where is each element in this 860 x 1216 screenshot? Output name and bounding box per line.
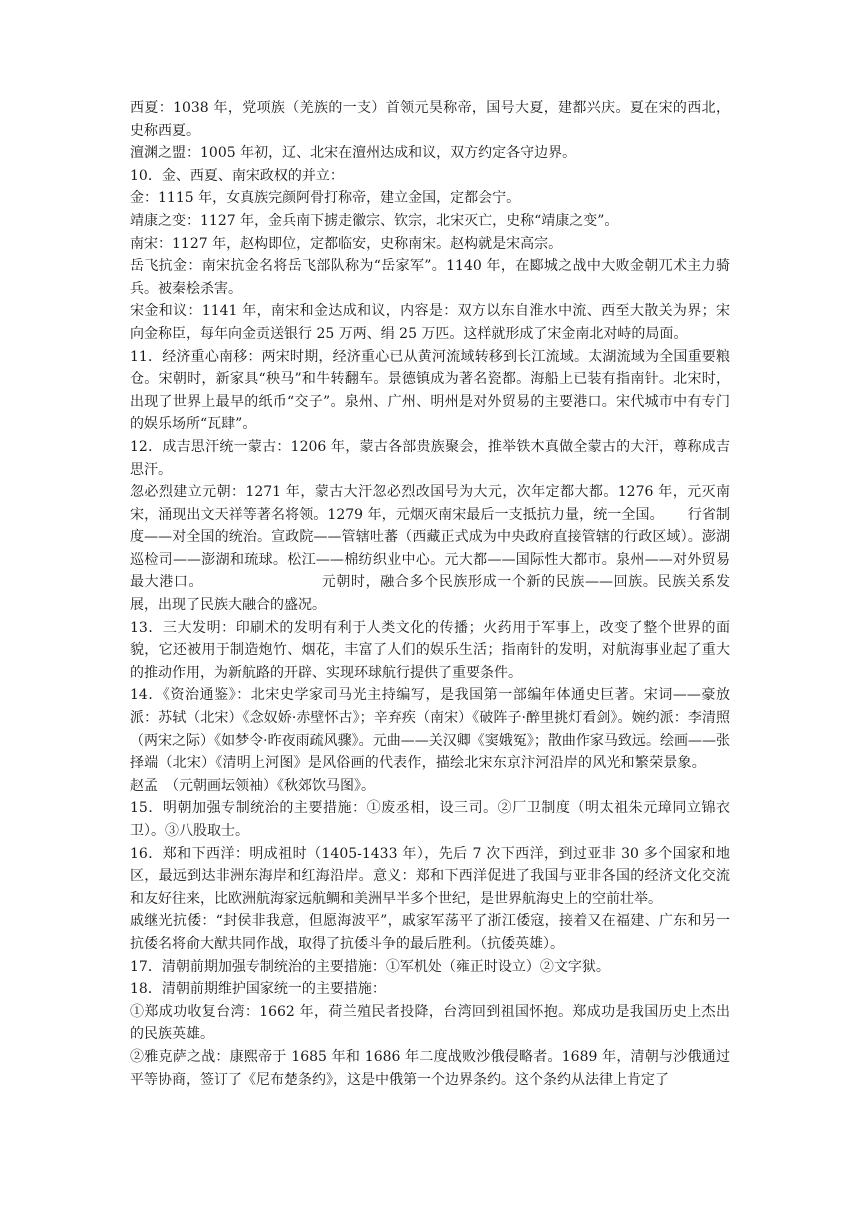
culture-text-a: 14．《资治通鉴》：北宋史学家司马光主持编写，是我国第一部编年体通史巨著。宋词——豪放派：苏轼（北宋）《念奴娇·赤壁怀古》；辛弃疾（南宋）《破阵子·醉里挑灯看剑》。婉约派：李清照（两宋之际）《如梦令·昨夜雨疏风骤》。元曲——关汉卿《窦娥冤》；散曲作家马致远。绘画——张择端（北宋）《清明上河图》是风俗画的代表作，描绘北宋东京汴河沿岸的风光和繁荣景象。 — [130, 687, 730, 772]
paragraph-11-economy: 11．经济重心南移：两宋时期，经济重心已从黄河流域转移到长江流域。太湖流域为全国重要粮仓。宋朝时，新家具“秧马”和牛转翻车。景德镇成为著名瓷都。海船上已装有指南针。北宋时，出现了世界上最早的纸币“交子”。泉州、广州、明州是对外贸易的主要港口。宋代城市中有专门的娱乐场所“瓦肆”。 — [130, 348, 730, 433]
document-body — [130, 97, 730, 1091]
paragraph-qijiguang: 戚继光抗倭：“封侯非我意，但愿海波平”，戚家军荡平了浙江倭寇，接着又在福建、广东和另一抗倭名将俞大猷共同作战，取得了抗倭斗争的最后胜利。（抗倭英雄）。 — [130, 913, 730, 952]
culture-text-b: 赵孟 （元朝画坛领袖）《秋郊饮马图》。 — [130, 777, 375, 794]
paragraph-zhengchenggong: ①郑成功收复台湾：1662 年，荷兰殖民者投降，台湾回到祖国怀抱。郑成功是我国历史上杰出的民族英雄。 — [130, 1003, 730, 1043]
kublai-text-c: 元朝时，融合多个民族形成一个新的民族——回族。民族关系发展，出现了民族大融合的盛况。 — [130, 574, 730, 614]
heading-10: 10．金、西夏、南宋政权的并立： — [130, 167, 344, 184]
paragraph-nansong: 南宋：1127 年，赵构即位，定都临安，史称南宋。赵构就是宋高宗。 — [130, 235, 563, 252]
paragraph-17-qing: 17．清朝前期加强专制统治的主要措施：①军机处（雍正时设立）②文字狱。 — [130, 958, 610, 975]
kublai-text-a: 忽必烈建立元朝：1271 年，蒙古大汗忽必烈改国号为大元，次年定都大都。1276 年，元灭南宋，涌现出文天祥等著名将领。1279 年，元烟灭南宋最后一支抵抗力量，统一全国。 — [130, 484, 730, 523]
paragraph-xixia: 西夏：1038 年，党项族（羌族的一支）首领元昊称帝，国号大夏，建都兴庆。夏在宋的西北，史称西夏。 — [130, 100, 730, 139]
kublai-text-b: 行省制度——对全国的统治。宣政院——管辖吐蕃（西藏正式成为中央政府直接管辖的行政区域）。澎湖巡检司——澎湖和琉球。松江——棉纺织业中心。元大都——国际性大都市。泉州——对外贸易最大港口。 — [130, 506, 731, 591]
paragraph-yuefei: 岳飞抗金：南宋抗金名将岳飞部队称为“岳家军”。1140 年，在郾城之战中大败金朝兀术主力骑兵。被秦桧杀害。 — [130, 258, 730, 297]
paragraph-16-zhenghe: 16．郑和下西洋：明成祖时（1405-1433 年），先后 7 次下西洋，到过亚非 30 多个国家和地区，最远到达非洲东海岸和红海沿岸。意义：郑和下西洋促进了我国与亚非各国的经济文化交流和友好往来，比欧洲航海家远航鲷和美洲早半多个世纪，是世界航海史上的空前壮举。 — [130, 845, 730, 907]
paragraph-yakesa: ②雅克萨之战：康熙帝于 1685 年和 1686 年二度战败沙俄侵略者。1689 年，清朝与沙俄通过平等协商，签订了《尼布楚条约》，这是中俄第一个边界条约。这个条约从法律上肯定了 — [130, 1048, 730, 1088]
paragraph-jingkang: 靖康之变：1127 年，金兵南下掳走徽宗、钦宗，北宋灭亡，史称“靖康之变”。 — [130, 212, 619, 229]
paragraph-kublai — [130, 481, 730, 617]
paragraph-chanyuan: 澶渊之盟：1005 年初，辽、北宋在澶州达成和议，双方约定各守边界。 — [130, 145, 577, 162]
paragraph-12-genghis: 12．成吉思汗统一蒙古：1206 年，蒙古各部贵族聚会，推举铁木真做全蒙古的大汗，尊称成吉思汗。 — [130, 438, 730, 478]
paragraph-jin: 金：1115 年，女真族完颜阿骨打称帝，建立金国，定都会宁。 — [130, 190, 521, 207]
paragraph-15-ming: 15．明朝加强专制统治的主要措施：①废丞相，设三司。②厂卫制度（明太祖朱元璋同立锦衣卫）。③八股取士。 — [130, 800, 730, 839]
paragraph-songjin-heyi: 宋金和议：1141 年，南宋和金达成和议，内容是：双方以东自淮水中流、西至大散关为界；宋向金称臣，每年向金贡送银行 25 万两、绢 25 万匹。这样就形成了宋金南北对峙的局面。 — [130, 303, 730, 342]
paragraph-13-inventions: 13．三大发明：印刷术的发明有利于人类文化的传播；火药用于军事上，改变了整个世界的面貌，它还被用于制造炮竹、烟花，丰富了人们的娱乐生活；指南针的发明，对航海事业起了重大的推动作用，为新航路的开辟、实现环球航行提供了重要条件。 — [130, 619, 730, 681]
heading-18: 18．清朝前期维护国家统一的主要措施： — [130, 981, 386, 998]
paragraph-14-culture — [130, 684, 730, 797]
